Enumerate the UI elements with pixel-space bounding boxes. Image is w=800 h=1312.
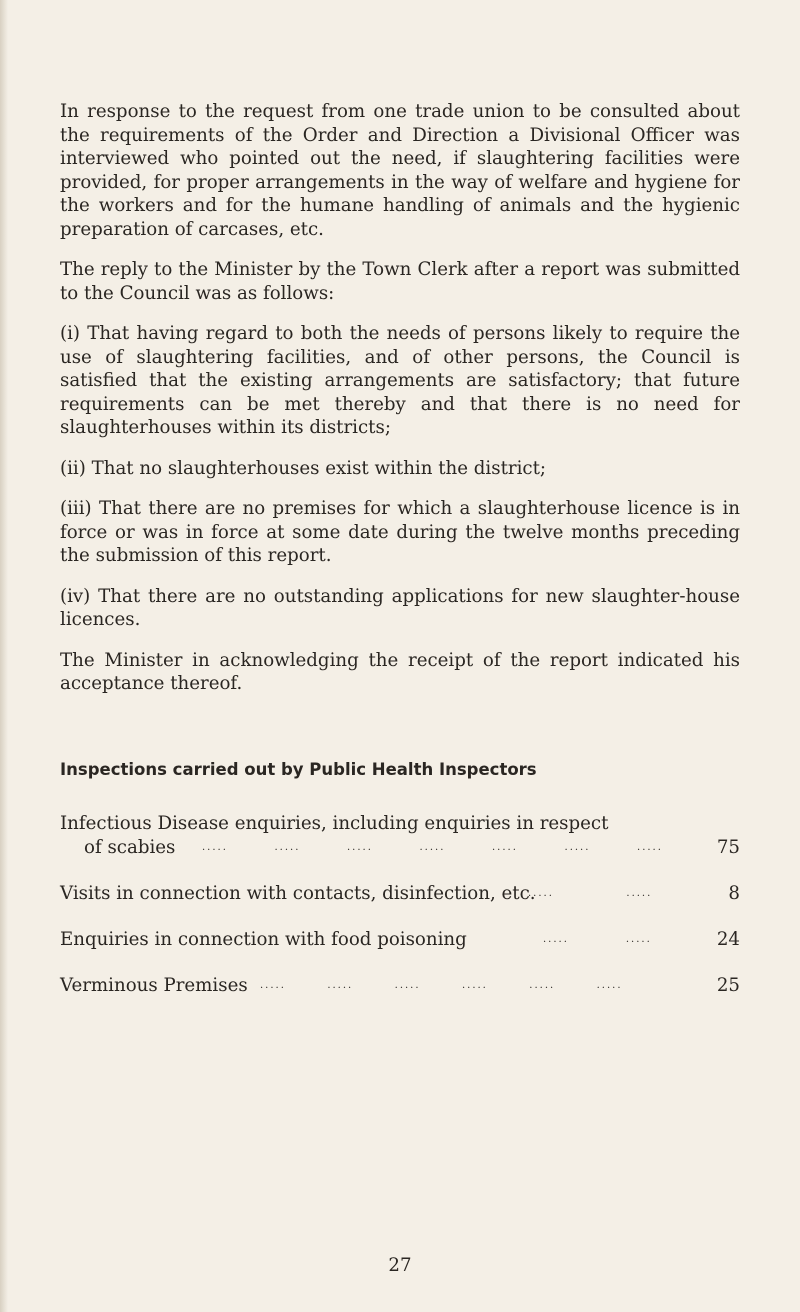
paragraph-item-ii: (ii) That no slaughterhouses exist within the district; [60, 457, 547, 479]
page-number: 27 [388, 1255, 412, 1276]
leader-dots: ..... ..... [543, 934, 652, 945]
table-row [60, 812, 740, 836]
row-value: 75 [716, 837, 740, 858]
row-value: 24 [716, 929, 740, 950]
table-row [60, 882, 740, 906]
paragraph-item-iv: (iv) That there are no outstanding applications for new slaughter-house licences. [60, 585, 740, 630]
leader-dots: ..... ..... [528, 888, 653, 899]
row-value: 8 [728, 883, 740, 904]
table-row [60, 974, 740, 998]
leader-dots: ..... ..... ..... ..... ..... ..... ..... [202, 842, 663, 853]
paragraph-minister: The Minister in acknowledging the receipt of the report indicated his acceptance thereof. [60, 649, 740, 694]
row-label: Enquiries in connection with food poisoning [60, 929, 467, 950]
paragraph-item-i: (i) That having regard to both the needs of persons likely to require the use of slaughtering facilities, and of other persons, the Council is satisfied that the existing arrangements are satisfactory; that future requirements can be met thereby and that there is no need for slaughterhouses within its districts; [60, 323, 740, 438]
table-row [60, 836, 740, 860]
leader-dots: ..... ..... ..... ..... ..... ..... [260, 980, 623, 991]
page-edge-shadow [0, 0, 8, 1312]
paragraph-trade-union: In response to the request from one trade union to be consulted about the requirements of the Order and Direction a Divisional Officer was interviewed who pointed out the need, if slaughtering facilities were provided, for proper arrangements in the way of welfare and hygiene for the workers and for the humane handling of animals and the hygienic preparation of carcases, etc. [60, 101, 740, 240]
table-row [60, 928, 740, 952]
row-label: Infectious Disease enquiries, including enquiries in respect [60, 813, 609, 834]
inspections-heading: Inspections carried out by Public Health Inspectors [60, 760, 537, 779]
body-text [60, 100, 740, 713]
row-value: 25 [716, 975, 740, 996]
paragraph-reply: The reply to the Minister by the Town Clerk after a report was submitted to the Council was as follows: [60, 259, 740, 304]
paragraph-item-iii: (iii) That there are no premises for which a slaughterhouse licence is in force or was in force at some date during the twelve months preceding the submission of this report. [60, 498, 740, 566]
inspections-table [60, 812, 740, 998]
row-label-continued: of scabies [84, 837, 176, 858]
row-label: Visits in connection with contacts, disinfection, etc. [60, 883, 536, 904]
row-label: Verminous Premises [60, 975, 248, 996]
